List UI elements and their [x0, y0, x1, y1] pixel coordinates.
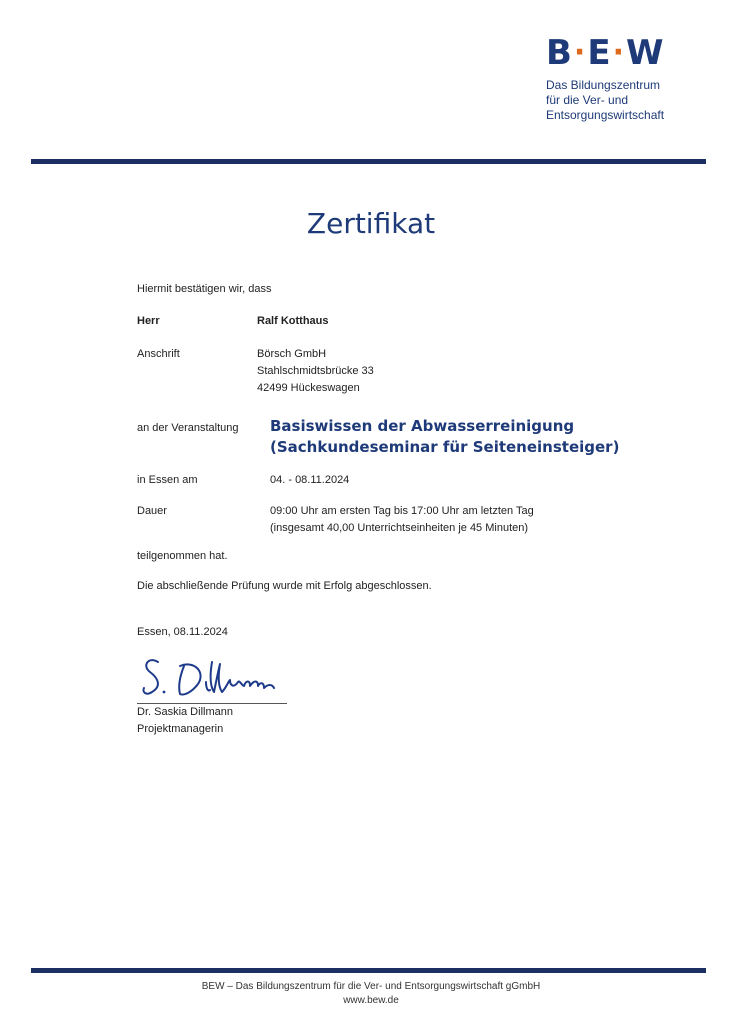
course-title-line: (Sachkundeseminar für Seiteneinsteiger) — [270, 438, 620, 456]
logo-subtitle-line: für die Ver- und — [546, 93, 629, 107]
duration-block — [270, 503, 534, 537]
bew-logo — [546, 33, 706, 123]
footer-company: BEW – Das Bildungszentrum für die Ver- und Entsorgungswirtschaft gGmbH — [201, 981, 541, 992]
header-divider — [31, 159, 706, 164]
logo-letter-w: W — [625, 33, 665, 73]
bew-logo-mark — [546, 33, 706, 73]
logo-subtitle — [546, 78, 696, 123]
course-title-line: Basiswissen der Abwasserreinigung — [270, 417, 575, 435]
place-date: Essen, 08.11.2024 — [137, 626, 228, 638]
participant-name: Ralf Kotthaus — [257, 315, 329, 327]
duration-label: Dauer — [137, 505, 167, 517]
signer-role: Projektmanagerin — [137, 723, 224, 735]
address-label: Anschrift — [137, 348, 180, 360]
signer-block — [137, 704, 233, 738]
salutation-label: Herr — [137, 315, 160, 327]
location-label: in Essen am — [137, 474, 198, 486]
logo-dot-1: · — [573, 35, 587, 70]
footer — [0, 980, 742, 1008]
logo-subtitle-line: Das Bildungszentrum — [546, 78, 661, 92]
handwritten-signature — [140, 652, 290, 702]
logo-subtitle-line: Entsorgungswirtschaft — [546, 108, 665, 122]
address-line: Börsch GmbH — [257, 348, 327, 360]
address-line: Stahlschmidtsbrücke 33 — [257, 365, 374, 377]
event-dates: 04. - 08.11.2024 — [270, 474, 350, 486]
logo-letter-e: E — [587, 33, 612, 73]
certificate-title: Zertifikat — [306, 207, 436, 240]
footer-divider — [31, 968, 706, 973]
exam-text: Die abschließende Prüfung wurde mit Erfolg abgeschlossen. — [137, 580, 432, 592]
footer-website: www.bew.de — [343, 995, 399, 1006]
intro-text: Hiermit bestätigen wir, dass — [137, 283, 272, 295]
participation-text: teilgenommen hat. — [137, 550, 228, 562]
logo-letter-b: B — [546, 33, 573, 73]
event-label: an der Veranstaltung — [137, 422, 239, 434]
duration-line: (insgesamt 40,00 Unterrichtseinheiten je 45 Minuten) — [270, 522, 529, 534]
duration-line: 09:00 Uhr am ersten Tag bis 17:00 Uhr am letzten Tag — [270, 505, 534, 517]
address-line: 42499 Hückeswagen — [257, 382, 360, 394]
logo-dot-2: · — [612, 35, 625, 70]
course-title — [270, 416, 619, 458]
address-block — [257, 346, 374, 397]
signer-name: Dr. Saskia Dillmann — [137, 706, 233, 718]
